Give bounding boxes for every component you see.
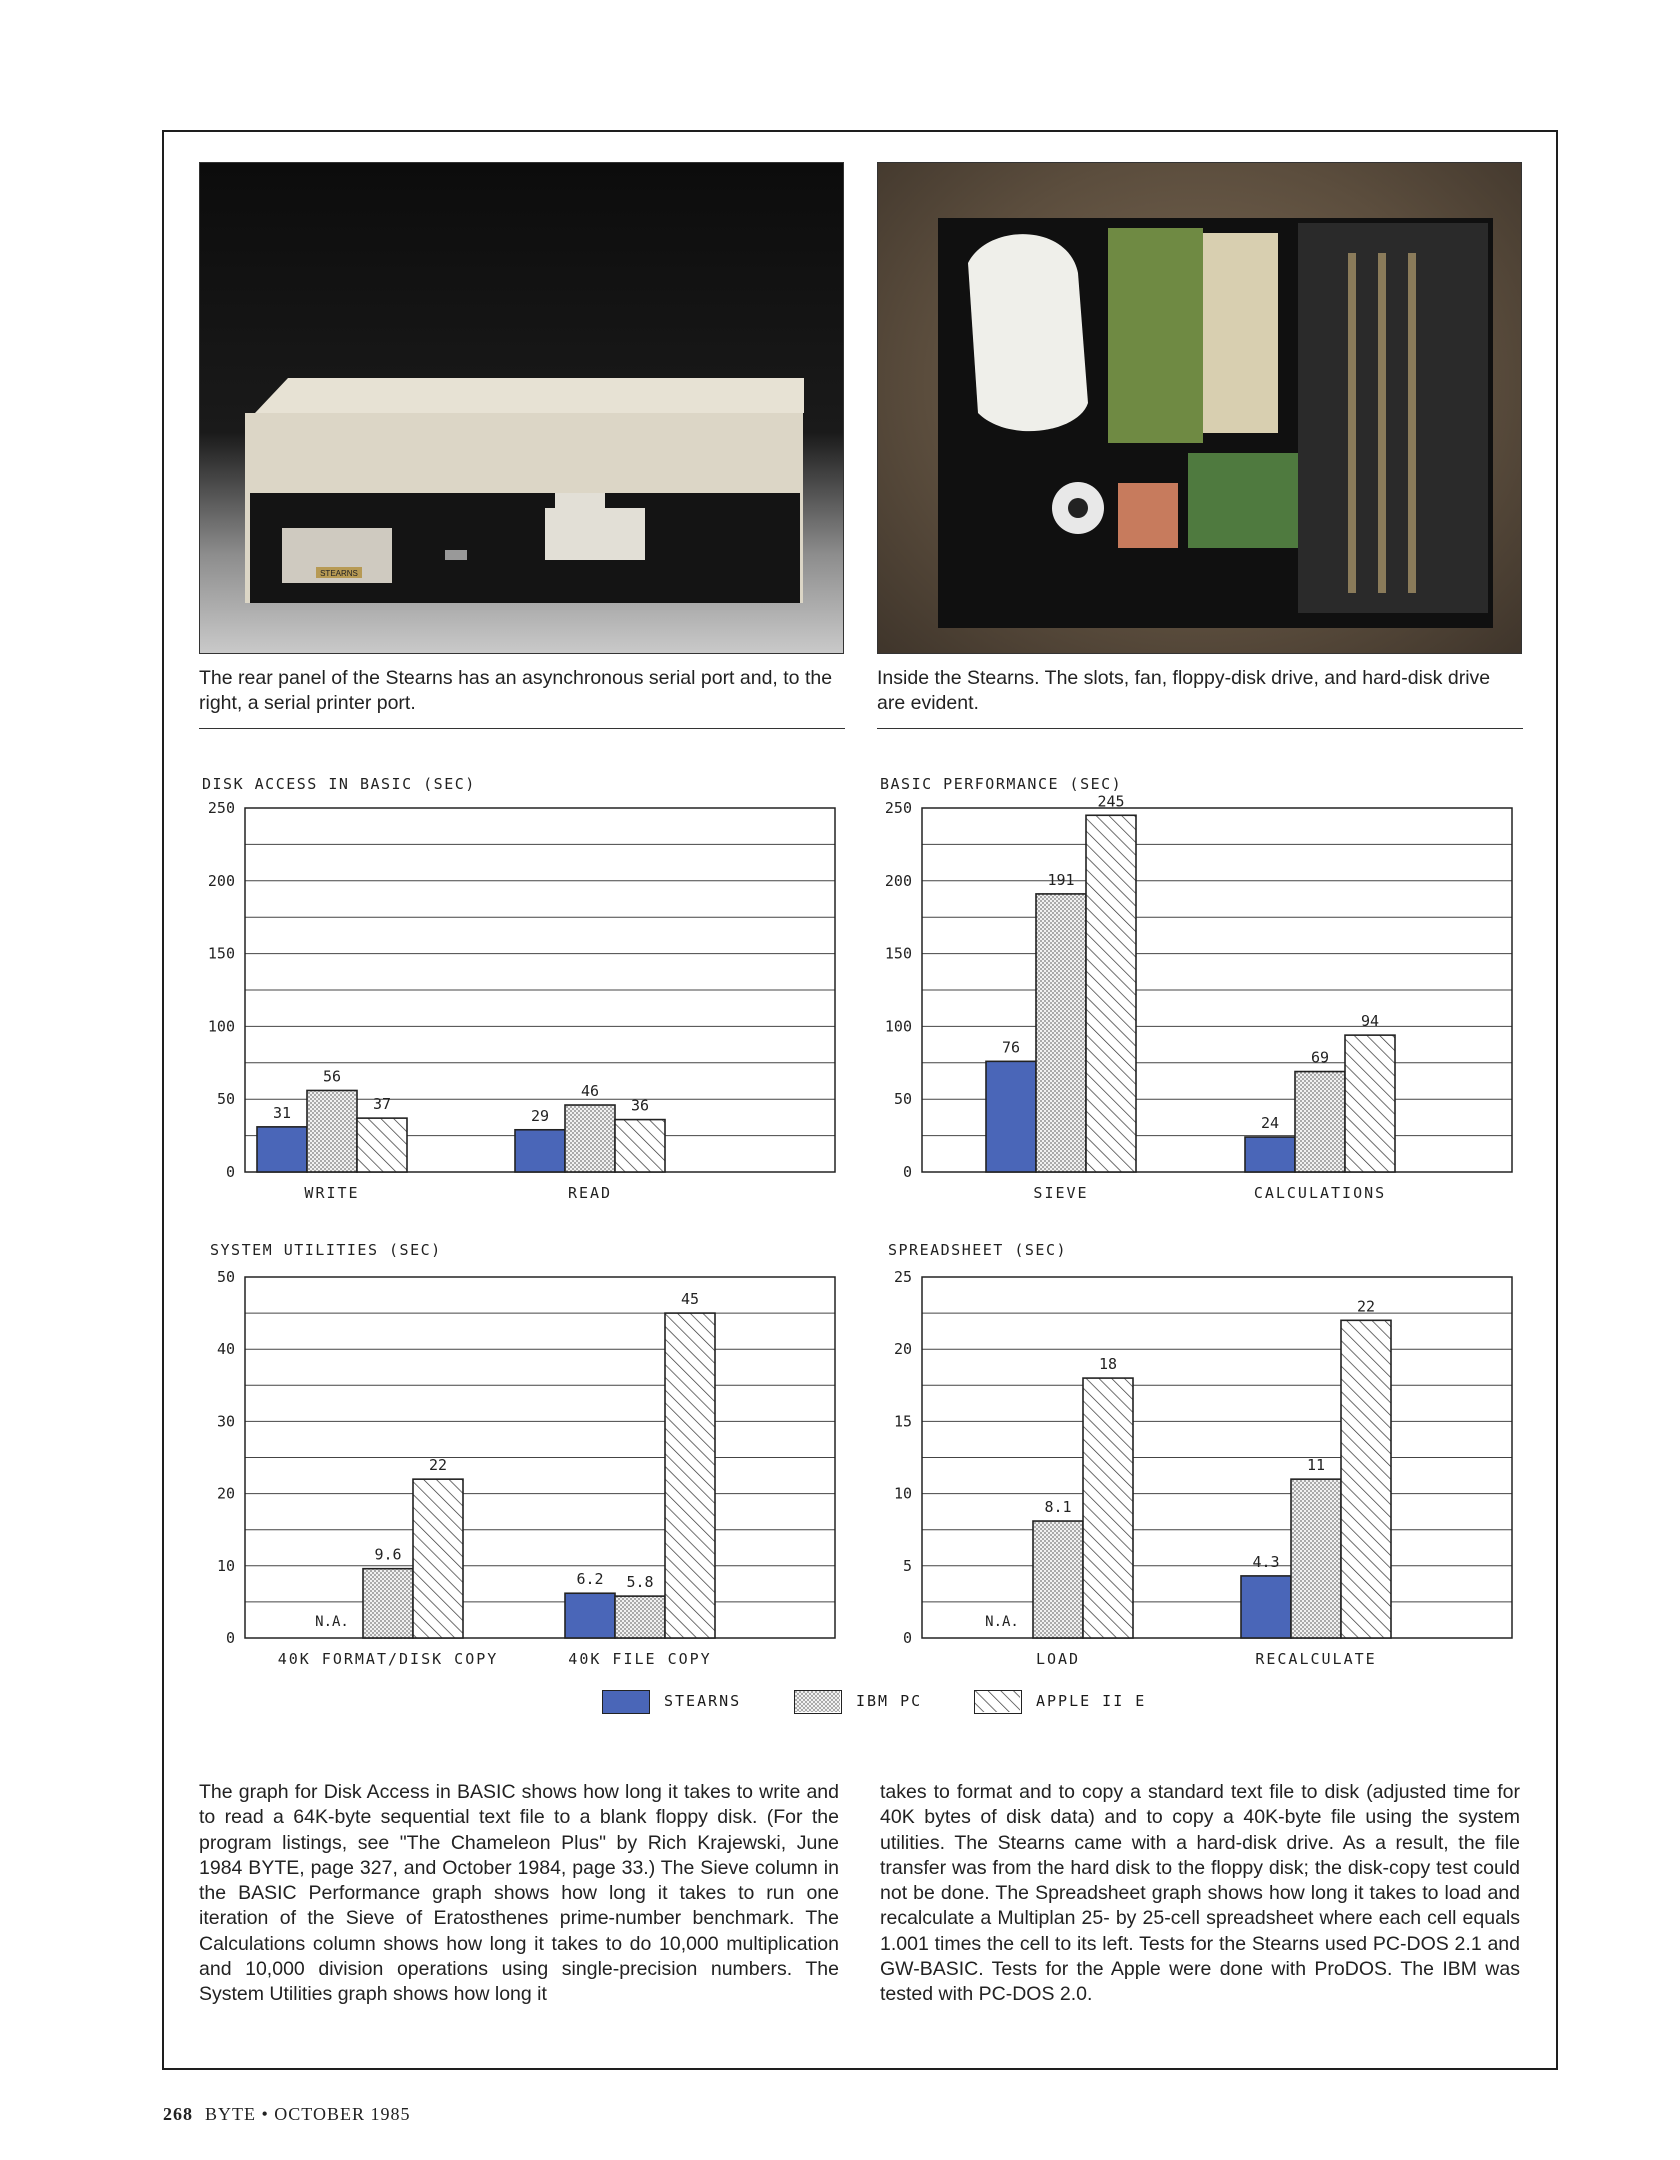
chart-title-spreadsheet: SPREADSHEET (SEC) [888, 1241, 1068, 1259]
bar [615, 1120, 665, 1172]
bar-value-label: 22 [1356, 1297, 1376, 1316]
legend-stearns-label: STEARNS [664, 1692, 742, 1710]
bar-value-label: 4.3 [1252, 1552, 1280, 1571]
chart-title-basic-performance: BASIC PERFORMANCE (SEC) [880, 775, 1123, 793]
bar [515, 1130, 565, 1172]
bar [257, 1127, 307, 1172]
bar-value-label: 31 [272, 1103, 292, 1122]
legend-apple-pattern [975, 1691, 1020, 1712]
y-tick-label: 0 [902, 1629, 912, 1647]
bar [1295, 1072, 1345, 1172]
system-utilities-chart [217, 1268, 835, 1668]
bar-value-label: N.A. [985, 1614, 1019, 1630]
bar [665, 1313, 715, 1638]
y-tick-label: 250 [884, 799, 912, 817]
bar-value-label: 37 [372, 1095, 392, 1114]
legend-apple-label: APPLE II E [1036, 1692, 1147, 1710]
bar-value-label: 191 [1047, 870, 1075, 889]
y-tick-label: 30 [216, 1412, 235, 1431]
y-tick-label: 150 [207, 944, 235, 963]
bar [1291, 1479, 1341, 1638]
y-tick-label: 250 [207, 799, 235, 817]
bar-value-label: 69 [1310, 1048, 1330, 1067]
bar-value-label: 56 [322, 1067, 342, 1086]
bar [413, 1479, 463, 1638]
y-tick-label: 10 [893, 1484, 912, 1503]
category-label: READ [567, 1184, 613, 1202]
brand-label-text: STEARNS [320, 569, 358, 578]
bar [615, 1596, 665, 1638]
bar-value-label: 94 [1360, 1012, 1380, 1031]
y-tick-label: 200 [884, 871, 912, 890]
y-tick-label: 50 [216, 1090, 235, 1109]
body-text-right: takes to format and to copy a standard text file to disk (adjusted time for 40K bytes of disk data) and to copy a 40K-byte file using the system utilities. The Stearns came with a hard-disk drive. As a result, the file transfer was from the hard disk to the floppy disk; the disk-copy test could not be done. The Spreadsheet graph shows how long it takes to load and recalculate a Multiplan 25- by 25-cell spreadsheet where each cell equals 1.001 times the cell to its left. Tests for the Stearns used PC-DOS 2.1 and GW-BASIC. Tests for the Apple were done with ProDOS. The IBM was tested with PC-DOS 2.0. [880, 1781, 1520, 2006]
bar [1033, 1521, 1083, 1638]
y-tick-label: 50 [893, 1090, 912, 1109]
y-tick-label: 5 [902, 1556, 912, 1575]
legend-ibm-swatch [794, 1690, 842, 1714]
bar-value-label: 18 [1098, 1355, 1118, 1374]
publication-line: BYTE • OCTOBER 1985 [205, 2104, 411, 2124]
y-tick-label: 10 [216, 1556, 235, 1575]
bar [1036, 894, 1086, 1172]
rear-panel-caption: The rear panel of the Stearns has an asynchronous serial port and, to the right, a serial printer port. [199, 667, 833, 714]
category-label: SIEVE [1033, 1184, 1089, 1202]
bar-value-label: 245 [1097, 792, 1125, 811]
bar [986, 1061, 1036, 1172]
category-label: WRITE [304, 1184, 360, 1202]
legend-ibm-pattern [795, 1691, 840, 1712]
inside-caption: Inside the Stearns. The slots, fan, floppy-disk drive, and hard-disk drive are evident. [877, 667, 1491, 714]
legend-ibm-label: IBM PC [856, 1692, 923, 1710]
y-tick-label: 20 [216, 1484, 235, 1503]
bar-value-label: 5.8 [626, 1573, 654, 1592]
y-tick-label: 25 [893, 1268, 912, 1286]
category-label: 40K FILE COPY [568, 1650, 712, 1668]
bar [1086, 815, 1136, 1172]
bar-value-label: 8.1 [1044, 1498, 1072, 1517]
body-text-left: The graph for Disk Access in BASIC shows how long it takes to write and to read a 64K-byte sequential text file to a blank floppy disk. (For the program listings, see "The Chameleon Plus" by Rich Krajewski, June 1984 BYTE, page 327, and October 1984, page 33.) The Sieve column in the BASIC Performance graph shows how long it takes to run one iteration of the Sieve of Eratosthenes prime-number benchmark. The Calculations column shows how long it takes to do 10,000 multiplication and 10,000 division operations using single-precision numbers. The System Utilities graph shows how long it [199, 1781, 839, 2006]
y-tick-label: 200 [207, 871, 235, 890]
bar-value-label: N.A. [315, 1614, 349, 1630]
bar [1345, 1035, 1395, 1172]
bar-value-label: 22 [428, 1456, 448, 1475]
y-tick-label: 0 [225, 1629, 235, 1647]
bar-value-label: 76 [1001, 1038, 1021, 1057]
bar-value-label: 6.2 [576, 1570, 604, 1589]
y-tick-label: 100 [884, 1017, 912, 1036]
page-number: 268 [163, 2104, 193, 2124]
category-label: RECALCULATE [1255, 1650, 1377, 1668]
bar-value-label: 9.6 [374, 1545, 402, 1564]
page-footer [163, 2104, 410, 2125]
bar-value-label: 29 [530, 1106, 550, 1125]
bar-value-label: 36 [630, 1096, 650, 1115]
y-tick-label: 100 [207, 1017, 235, 1036]
basic-performance-chart [885, 792, 1512, 1202]
bar [565, 1593, 615, 1638]
bar [565, 1105, 615, 1172]
category-label: 40K FORMAT/DISK COPY [277, 1650, 499, 1668]
legend-stearns-swatch [602, 1690, 650, 1714]
y-tick-label: 50 [216, 1268, 235, 1286]
chart-title-system-utilities: SYSTEM UTILITIES (SEC) [210, 1241, 442, 1259]
bar-value-label: 46 [580, 1082, 600, 1101]
bar [307, 1090, 357, 1172]
disk-access-chart [208, 799, 835, 1202]
bar-value-label: 45 [680, 1290, 700, 1309]
bar-value-label: 24 [1260, 1114, 1280, 1133]
y-tick-label: 40 [216, 1340, 235, 1359]
bar-value-label: 11 [1306, 1456, 1326, 1475]
bar [357, 1118, 407, 1172]
category-label: LOAD [1035, 1650, 1081, 1668]
bar [1245, 1137, 1295, 1172]
bar [363, 1569, 413, 1638]
category-label: CALCULATIONS [1253, 1184, 1387, 1202]
chart-title-disk-access: DISK ACCESS IN BASIC (SEC) [202, 775, 476, 793]
y-tick-label: 0 [225, 1163, 235, 1181]
legend-apple-swatch [974, 1690, 1022, 1714]
bar [1341, 1320, 1391, 1638]
y-tick-label: 0 [902, 1163, 912, 1181]
spreadsheet-chart [894, 1268, 1512, 1668]
bar [1241, 1576, 1291, 1638]
y-tick-label: 20 [893, 1340, 912, 1359]
y-tick-label: 15 [893, 1412, 912, 1431]
bar [1083, 1378, 1133, 1638]
y-tick-label: 150 [884, 944, 912, 963]
